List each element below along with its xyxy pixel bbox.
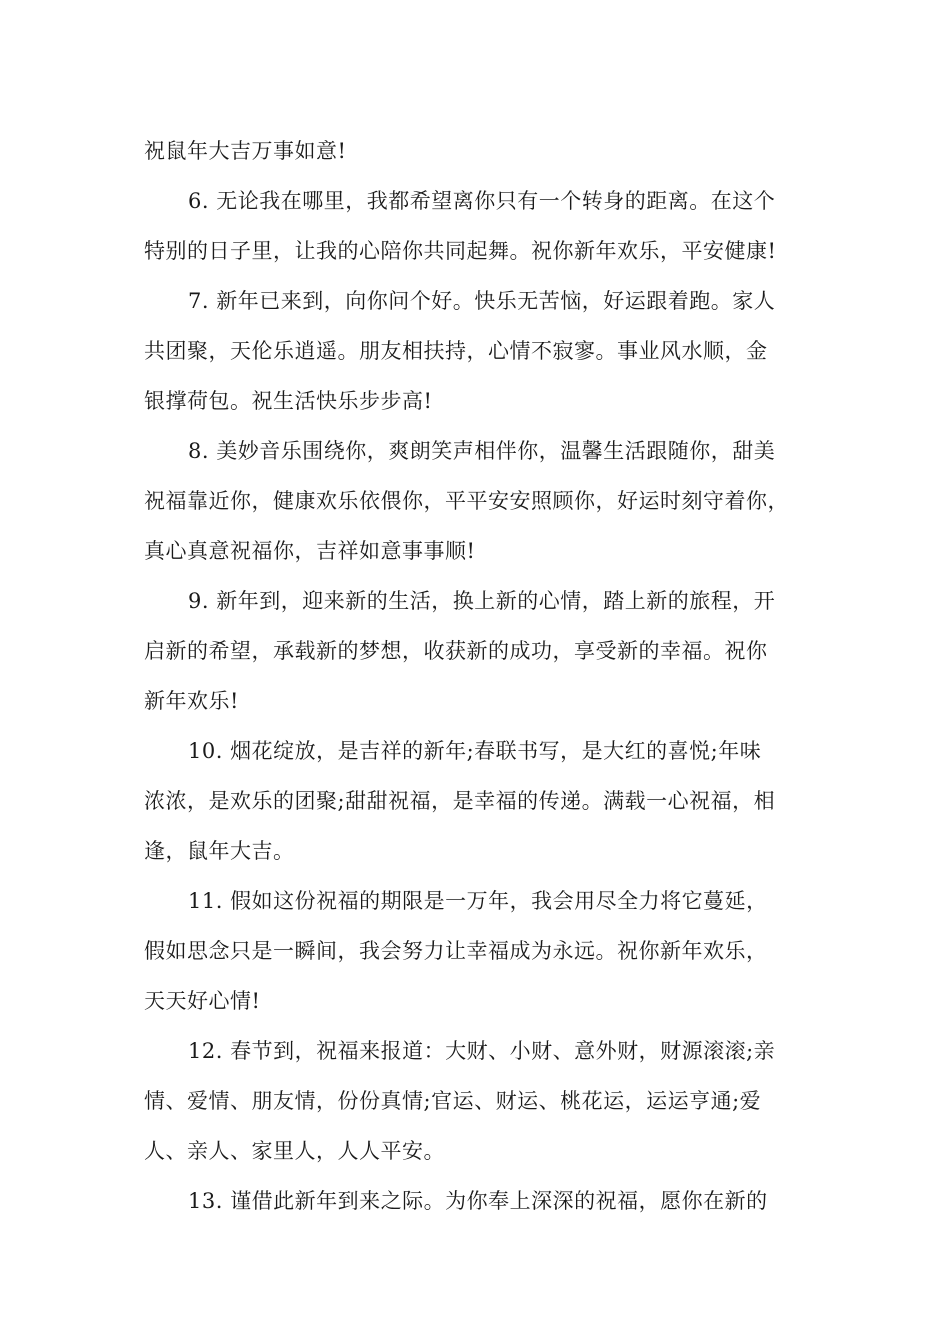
text-line: 银撑荷包。祝生活快乐步步高!	[144, 389, 433, 413]
text-line: 浓浓，是欢乐的团聚;甜甜祝福，是幸福的传递。满载一心祝福，相	[144, 789, 776, 813]
paragraph-7	[144, 276, 824, 426]
paragraph-6	[144, 176, 824, 276]
text-line: 6. 无论我在哪里，我都希望离你只有一个转身的距离。在这个	[188, 189, 776, 213]
paragraph-9	[144, 576, 824, 726]
paragraph-13	[144, 1176, 824, 1226]
text-line: 假如思念只是一瞬间，我会努力让幸福成为永远。祝你新年欢乐，	[144, 939, 768, 963]
text-line: 祝福靠近你，健康欢乐依偎你，平平安安照顾你，好运时刻守着你，	[144, 489, 789, 513]
text-line: 12. 春节到，祝福来报道：大财、小财、意外财，财源滚滚;亲	[188, 1039, 776, 1063]
text-line: 逢，鼠年大吉。	[144, 839, 295, 863]
text-line: 真心真意祝福你，吉祥如意事事顺!	[144, 539, 476, 563]
text-line: 10. 烟花绽放，是吉祥的新年;春联书写，是大红的喜悦;年味	[188, 739, 762, 763]
text-line: 8. 美妙音乐围绕你，爽朗笑声相伴你，温馨生活跟随你，甜美	[188, 439, 776, 463]
text-line: 共团聚，天伦乐逍遥。朋友相扶持，心情不寂寥。事业风水顺，金	[144, 339, 768, 363]
text-line: 13. 谨借此新年到来之际。为你奉上深深的祝福，愿你在新的	[188, 1189, 768, 1213]
text-line: 天天好心情!	[144, 989, 261, 1013]
paragraph-10	[144, 726, 824, 876]
paragraph-12	[144, 1026, 824, 1176]
text-line: 人、亲人、家里人，人人平安。	[144, 1139, 445, 1163]
text-line: 11. 假如这份祝福的期限是一万年，我会用尽全力将它蔓延，	[188, 889, 768, 913]
text-line: 特别的日子里，让我的心陪你共同起舞。祝你新年欢乐，平安健康!	[144, 239, 777, 263]
text-line: 祝鼠年大吉万事如意!	[144, 139, 347, 163]
text-line: 7. 新年已来到，向你问个好。快乐无苦恼，好运跟着跑。家人	[188, 289, 776, 313]
text-line: 情、爱情、朋友情，份份真情;官运、财运、桃花运，运运亨通;爱	[144, 1089, 762, 1113]
text-line: 新年欢乐!	[144, 689, 239, 713]
text-line: 启新的希望，承载新的梦想，收获新的成功，享受新的幸福。祝你	[144, 639, 768, 663]
text-line: 9. 新年到，迎来新的生活，换上新的心情，踏上新的旅程，开	[188, 589, 776, 613]
paragraph-5-ending	[144, 126, 824, 176]
paragraph-8	[144, 426, 824, 576]
paragraph-11	[144, 876, 824, 1026]
document-body	[144, 126, 824, 1226]
